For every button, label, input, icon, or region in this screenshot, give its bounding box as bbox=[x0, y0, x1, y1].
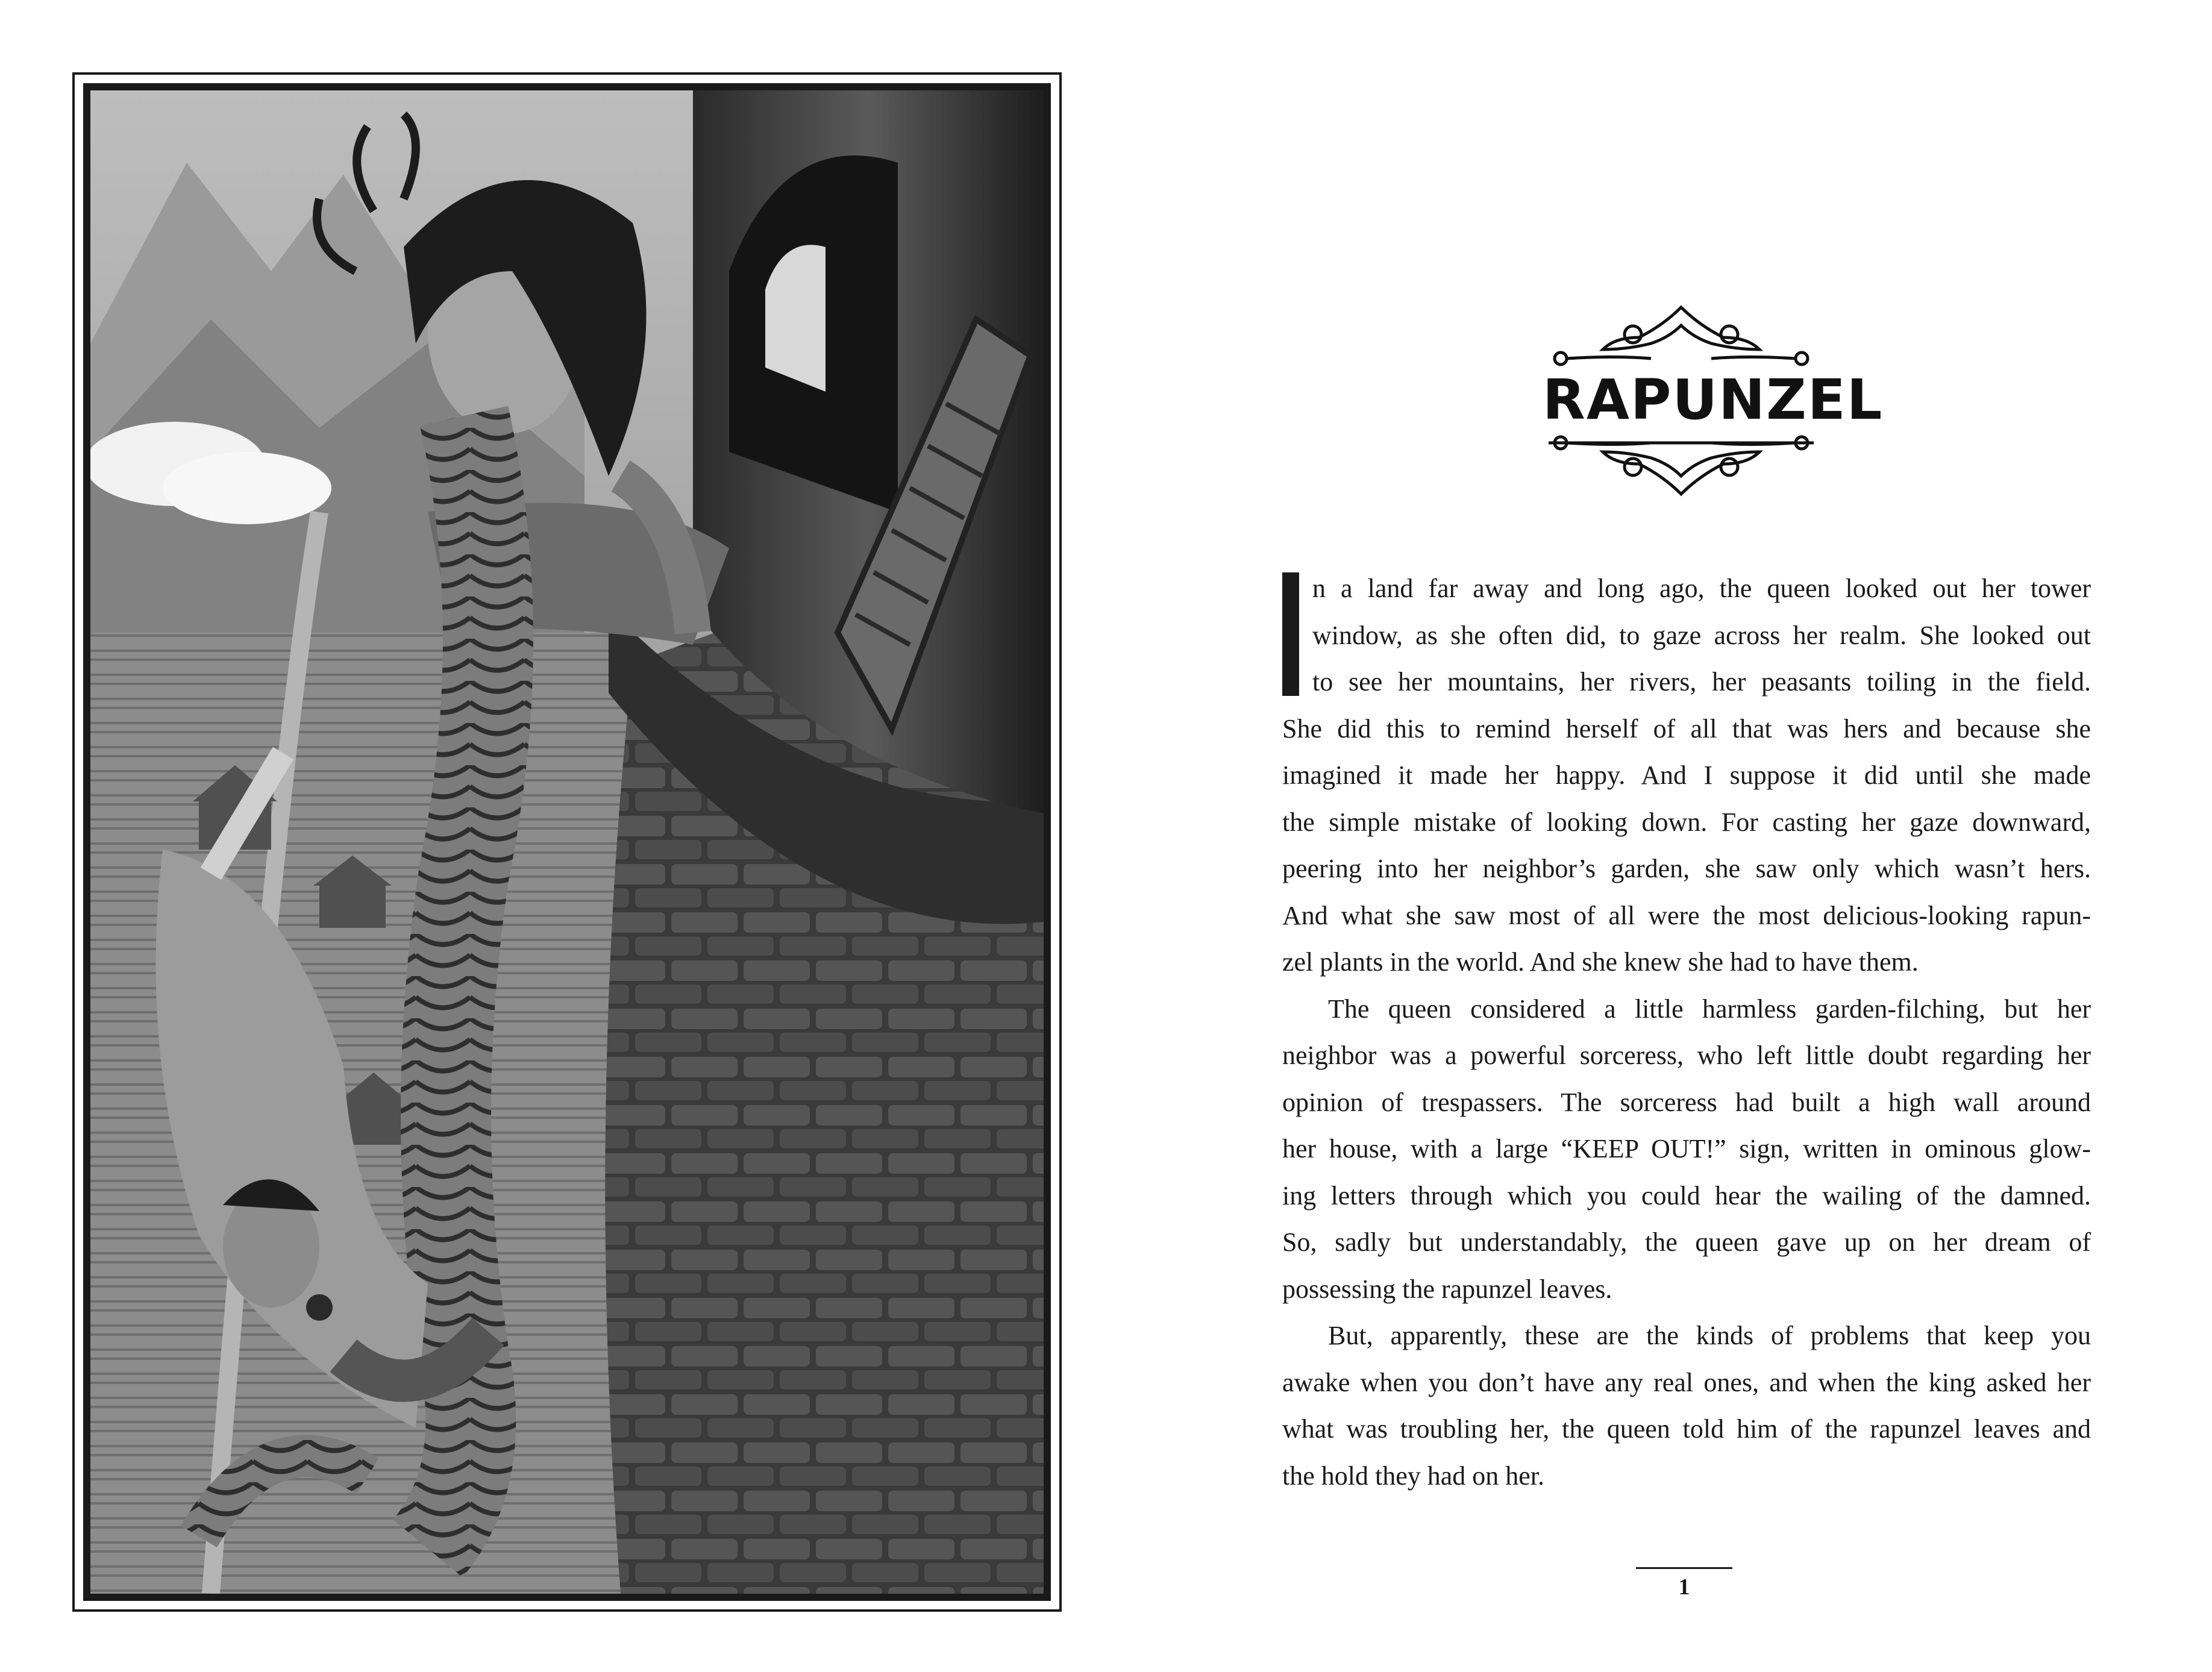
text-line: the simple mistake of looking down. For casting her gaze downward, bbox=[1282, 807, 2091, 837]
text-line: neighbor was a powerful sorceress, who left little doubt regarding her bbox=[1282, 1041, 2091, 1070]
text-line: The queen considered a little harmless garden-filching, but her bbox=[1328, 994, 2091, 1024]
text-line: She did this to remind herself of all that was hers and because she bbox=[1282, 713, 2091, 744]
text-line: opinion of trespassers. The sorceress had built a high wall around bbox=[1282, 1087, 2091, 1117]
text-line: n a land far away and long ago, the queen looked out her tower bbox=[1312, 574, 2091, 603]
text-line: So, sadly but understandably, the queen gave up on her dream of bbox=[1282, 1227, 2091, 1257]
text-line: what was troubling her, the queen told him of the rapunzel leaves and bbox=[1282, 1414, 2091, 1444]
text-line: window, as she often did, to gaze across her realm. She looked out bbox=[1312, 620, 2091, 650]
page-number: 1 bbox=[1678, 1574, 1690, 1600]
text-line: ing letters through which you could hear the wailing of the damned. bbox=[1282, 1180, 2091, 1210]
text-line: zel plants in the world. And she knew she had to have them. bbox=[1282, 947, 1919, 977]
text-line: peering into her neighbor’s garden, she saw only which wasn’t hers. bbox=[1282, 854, 2091, 883]
page-number-rule bbox=[1636, 1567, 1732, 1569]
text-line: awake when you don’t have any real ones, and when the king asked her bbox=[1282, 1367, 2091, 1397]
text-line: imagined it made her happy. And I suppose it did until she made bbox=[1282, 760, 2091, 790]
text-line: her house, with a large “KEEP OUT!” sign, written in ominous glow- bbox=[1282, 1134, 2091, 1163]
text-line: the hold they had on her. bbox=[1282, 1461, 1545, 1491]
rapunzel-tower-illustration bbox=[83, 83, 1051, 1601]
chapter-title: RAPUNZEL bbox=[1543, 368, 1884, 432]
text-line: to see her mountains, her rivers, her peasants toiling in the field. bbox=[1312, 667, 2091, 697]
text-line: And what she saw most of all were the most delicious-looking rapun- bbox=[1282, 900, 2091, 930]
body-text bbox=[1282, 565, 2091, 1499]
text-line: But, apparently, these are the kinds of problems that keep you bbox=[1328, 1321, 2091, 1350]
text-line: possessing the rapunzel leaves. bbox=[1282, 1274, 1612, 1304]
illustration-icon bbox=[90, 90, 1044, 1594]
